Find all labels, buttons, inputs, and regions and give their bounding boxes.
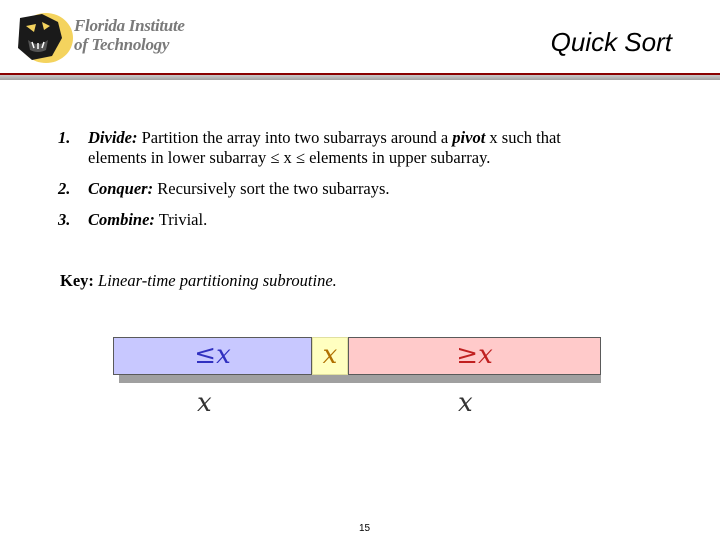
step-combine (58, 210, 678, 230)
step-text: x such that (485, 128, 561, 147)
panther-logo-icon (12, 8, 74, 66)
greater-equal-symbol: ≥ (456, 340, 479, 370)
key-label: Key: (60, 271, 94, 290)
page-number: 15 (359, 523, 371, 534)
key-statement (60, 271, 337, 291)
logo-text (74, 16, 185, 54)
step-text-line2: elements in lower subarray ≤ x ≤ elements in upper subarray. (88, 148, 491, 167)
step-conquer (58, 179, 678, 199)
upper-subarray-label (348, 340, 601, 370)
pivot-label: x (322, 340, 338, 370)
step-number: 3. (58, 210, 71, 229)
slide-title: Quick Sort (550, 27, 672, 57)
less-equal-symbol: ≤ (194, 340, 217, 370)
logo-line2: of Technology (74, 35, 170, 54)
steps-list (58, 128, 678, 230)
lower-subarray-label (113, 340, 312, 370)
below-label-left: x (197, 388, 212, 418)
step-term: Combine: (88, 210, 155, 229)
step-term: Conquer: (88, 179, 154, 198)
key-text: Linear-time partitioning subroutine. (93, 271, 337, 290)
below-label-right: x (458, 388, 473, 418)
step-divide (58, 128, 678, 168)
lower-var: x (216, 340, 231, 370)
step-text: Trivial. (154, 210, 208, 229)
logo-line1: Florida Institute (74, 16, 185, 35)
fit-logo (12, 8, 187, 66)
step-emphasis: pivot (452, 128, 486, 147)
step-term: Divide: (88, 128, 138, 147)
partition-diagram (113, 337, 601, 387)
step-text: Recursively sort the two subarrays. (153, 179, 390, 198)
step-text: Partition the array into two subarrays around a (137, 128, 453, 147)
step-number: 1. (58, 128, 71, 147)
step-number: 2. (58, 179, 71, 198)
title-divider (0, 73, 720, 80)
upper-var: x (478, 340, 493, 370)
